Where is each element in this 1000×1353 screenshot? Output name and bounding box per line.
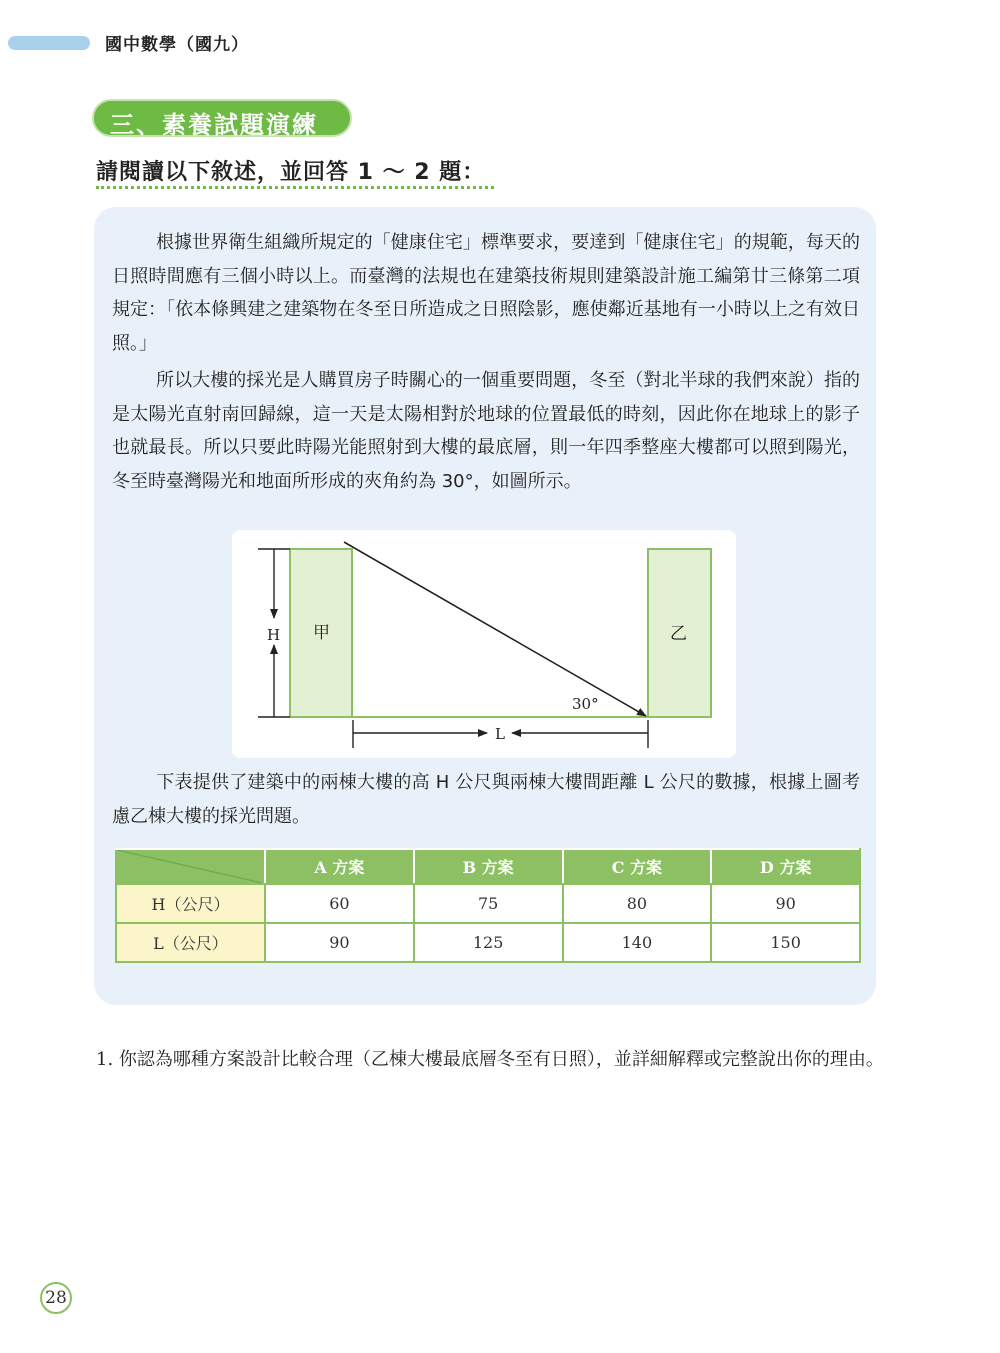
table-header-b: B 方案 — [414, 849, 563, 884]
table-header-a: A 方案 — [265, 849, 414, 884]
distance-label: L — [495, 725, 505, 743]
table-cell: 75 — [414, 884, 563, 923]
angle-label: 30° — [572, 695, 599, 713]
table-row-label: H（公尺） — [116, 884, 265, 923]
table-cell: 60 — [265, 884, 414, 923]
table-row-label: L（公尺） — [116, 923, 265, 962]
question-1 — [96, 1043, 886, 1076]
sun-ray — [344, 542, 646, 716]
height-label: H — [267, 626, 281, 644]
table-row — [116, 923, 860, 962]
table-cell: 80 — [563, 884, 712, 923]
building-b-label: 乙 — [670, 624, 687, 644]
table-row — [116, 884, 860, 923]
question-text: 你認為哪種方案設計比較合理（乙棟大樓最底層冬至有日照），並詳細解釋或完整說出你的理由。 — [118, 1049, 884, 1070]
building-a-label: 甲 — [313, 623, 330, 643]
table-corner-cell — [116, 849, 265, 884]
header-accent-bar — [8, 36, 90, 50]
section-title: 三、素養試題演練 — [110, 111, 318, 139]
section-banner — [92, 99, 352, 137]
table-cell: 90 — [711, 884, 860, 923]
table-cell: 150 — [711, 923, 860, 962]
reading-prompt: 請閱讀以下敘述，並回答 1 ～ 2 題： — [96, 160, 486, 185]
table-cell: 140 — [563, 923, 712, 962]
page-number: 28 — [40, 1282, 72, 1314]
plans-table — [115, 848, 861, 963]
table-header-d: D 方案 — [711, 849, 860, 884]
passage-paragraph-1 — [112, 226, 860, 360]
passage-paragraph-2 — [112, 364, 860, 498]
sunlight-diagram — [232, 530, 736, 758]
table-header-c: C 方案 — [563, 849, 712, 884]
table-cell: 125 — [414, 923, 563, 962]
book-title: 國中數學（國九） — [105, 35, 249, 55]
passage-paragraph-2-text: 所以大樓的採光是人購買房子時關心的一個重要問題，冬至（對北半球的我們來說）指的是太陽光直射南回歸線，這一天是太陽相對於地球的位置最低的時刻，因此你在地球上的影子也就最長。所以只要此時陽光能照射到大樓的最底層，則一年四季整座大樓都可以照到陽光，冬至時臺灣陽光和地面所形成的夾角約為 30°，如圖所示。 — [112, 370, 860, 492]
table-header-row — [116, 849, 860, 884]
passage-paragraph-3-text: 下表提供了建築中的兩棟大樓的高 H 公尺與兩棟大樓間距離 L 公尺的數據，根據上圖考慮乙棟大樓的採光問題。 — [112, 772, 860, 827]
question-number: 1. — [96, 1049, 114, 1070]
sunlight-diagram-svg — [232, 530, 736, 758]
prompt-underline — [96, 186, 494, 189]
passage-paragraph-3 — [112, 766, 860, 833]
passage-paragraph-1-text: 根據世界衛生組織所規定的「健康住宅」標準要求，要達到「健康住宅」的規範，每天的日照時間應有三個小時以上。而臺灣的法規也在建築技術規則建築設計施工編第廿三條第二項規定：「依本條興建之建築物在冬至日所造成之日照陰影，應使鄰近基地有一小時以上之有效日照。」 — [112, 232, 860, 354]
table-cell: 90 — [265, 923, 414, 962]
corner-diagonal — [117, 850, 262, 883]
